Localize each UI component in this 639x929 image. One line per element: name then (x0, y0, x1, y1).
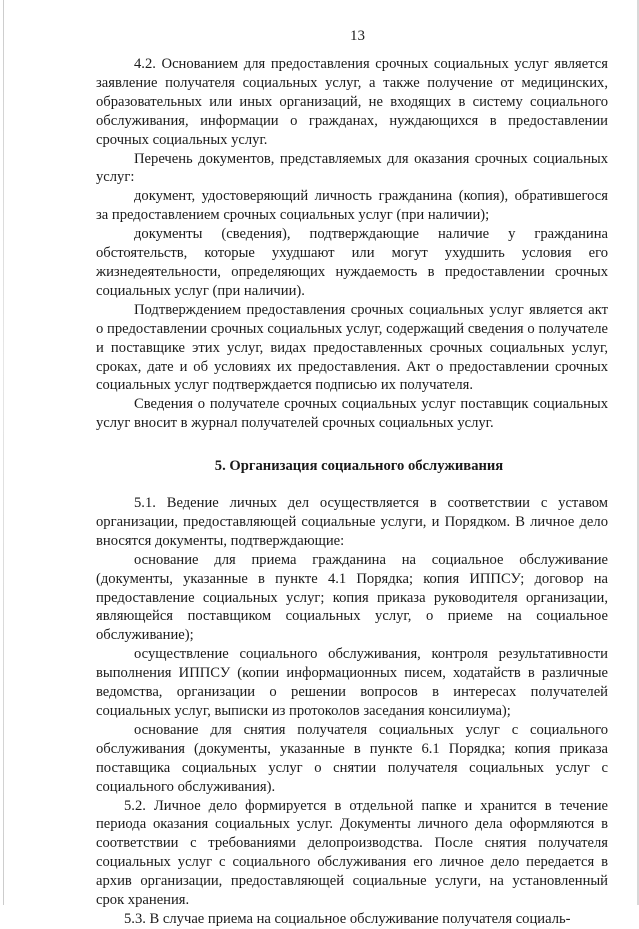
paragraph-circumstance-documents: документы (сведения), подтверждающие наличие у гражданина обстоятельств, которые ухудшают или могут ухудшить условия его жизнедеятельности, определяющих нуждаемость в предоставлении срочных социальных услуг (при наличии). (96, 226, 608, 299)
paragraph-5-3: 5.3. В случае приема на социальное обслуживание получателя социаль- (124, 910, 571, 927)
paragraph-act-confirmation: Подтверждением предоставления срочных социальных услуг является акт о предоставлении срочных социальных услуг, содержащий сведения о получателе и поставщике этих услуг, видах предоставленных срочных социальных услуг, сроках, дате и об условиях их предоставления. Акт о предоставлении срочных социальных услуг подтверждается подписью их получателя. (96, 301, 608, 394)
scan-left-edge (3, 0, 4, 905)
paragraph-4-2: 4.2. Основанием для предоставления срочных социальных услуг является заявление получателя социальных услуг, а также получение от медицинских, образовательных или иных организаций, не входящих в систему социального обслуживания, информации о гражданах, нуждающихся в предоставлении срочных социальных услуг. (96, 56, 608, 148)
document-body (96, 55, 608, 929)
paragraph-service-delivery: осуществление социального обслуживания, контроля результативности выполнения ИППСУ (копии информационных писем, ходатайств в различные ведомства, организации о решении вопросов в интересах получателей социальных услуг, выписки из протоколов заседания консилиума); (96, 646, 608, 719)
paragraph-recipient-journal: Сведения о получателе срочных социальных услуг поставщик социальных услуг вносит в журнал получателей срочных социальных услуг. (96, 396, 608, 432)
paragraph-identity-document: документ, удостоверяющий личность гражданина (копия), обратившегося за предоставлением срочных социальных услуг (при наличии); (96, 188, 608, 224)
paragraph-removal-basis: основание для снятия получателя социальных услуг с социального обслуживания (документы, указанные в пункте 6.1 Порядка; копия приказа поставщика социальных услуг о снятии получателя социальных услуг с социального обслуживания). (96, 721, 608, 795)
section-heading: 5. Организация социального обслуживания (214, 458, 504, 475)
paragraph-5-2: 5.2. Личное дело формируется в отдельной папке и хранится в течение периода оказания социальных услуг. Документы личного дела оформляются в соответствии с требованиями делопроизводства. После снятия получателя социальных услуг с социального обслуживания его личное дело передается в архив организации, предоставляющей социальные услуги, на установленный срок хранения. (96, 797, 608, 909)
paragraph-documents-list-intro: Перечень документов, представляемых для оказания срочных социальных услуг: (96, 150, 608, 186)
paragraph-admission-basis: основание для приема гражданина на социальное обслуживание (документы, указанные в пункте 4.1 Порядка; копия ИППСУ; договор на предоставление социальных услуг; копия приказа руководителя организации, являющейся поставщиком социальных услуг, о приеме на социальное обслуживание); (96, 551, 608, 644)
page-number: 13 (350, 28, 365, 44)
paragraph-5-1: 5.1. Ведение личных дел осуществляется в соответствии с уставом организации, предоставляющей социальные услуги, и Порядком. В личное дело вносятся документы, подтверждающие: (96, 495, 608, 549)
